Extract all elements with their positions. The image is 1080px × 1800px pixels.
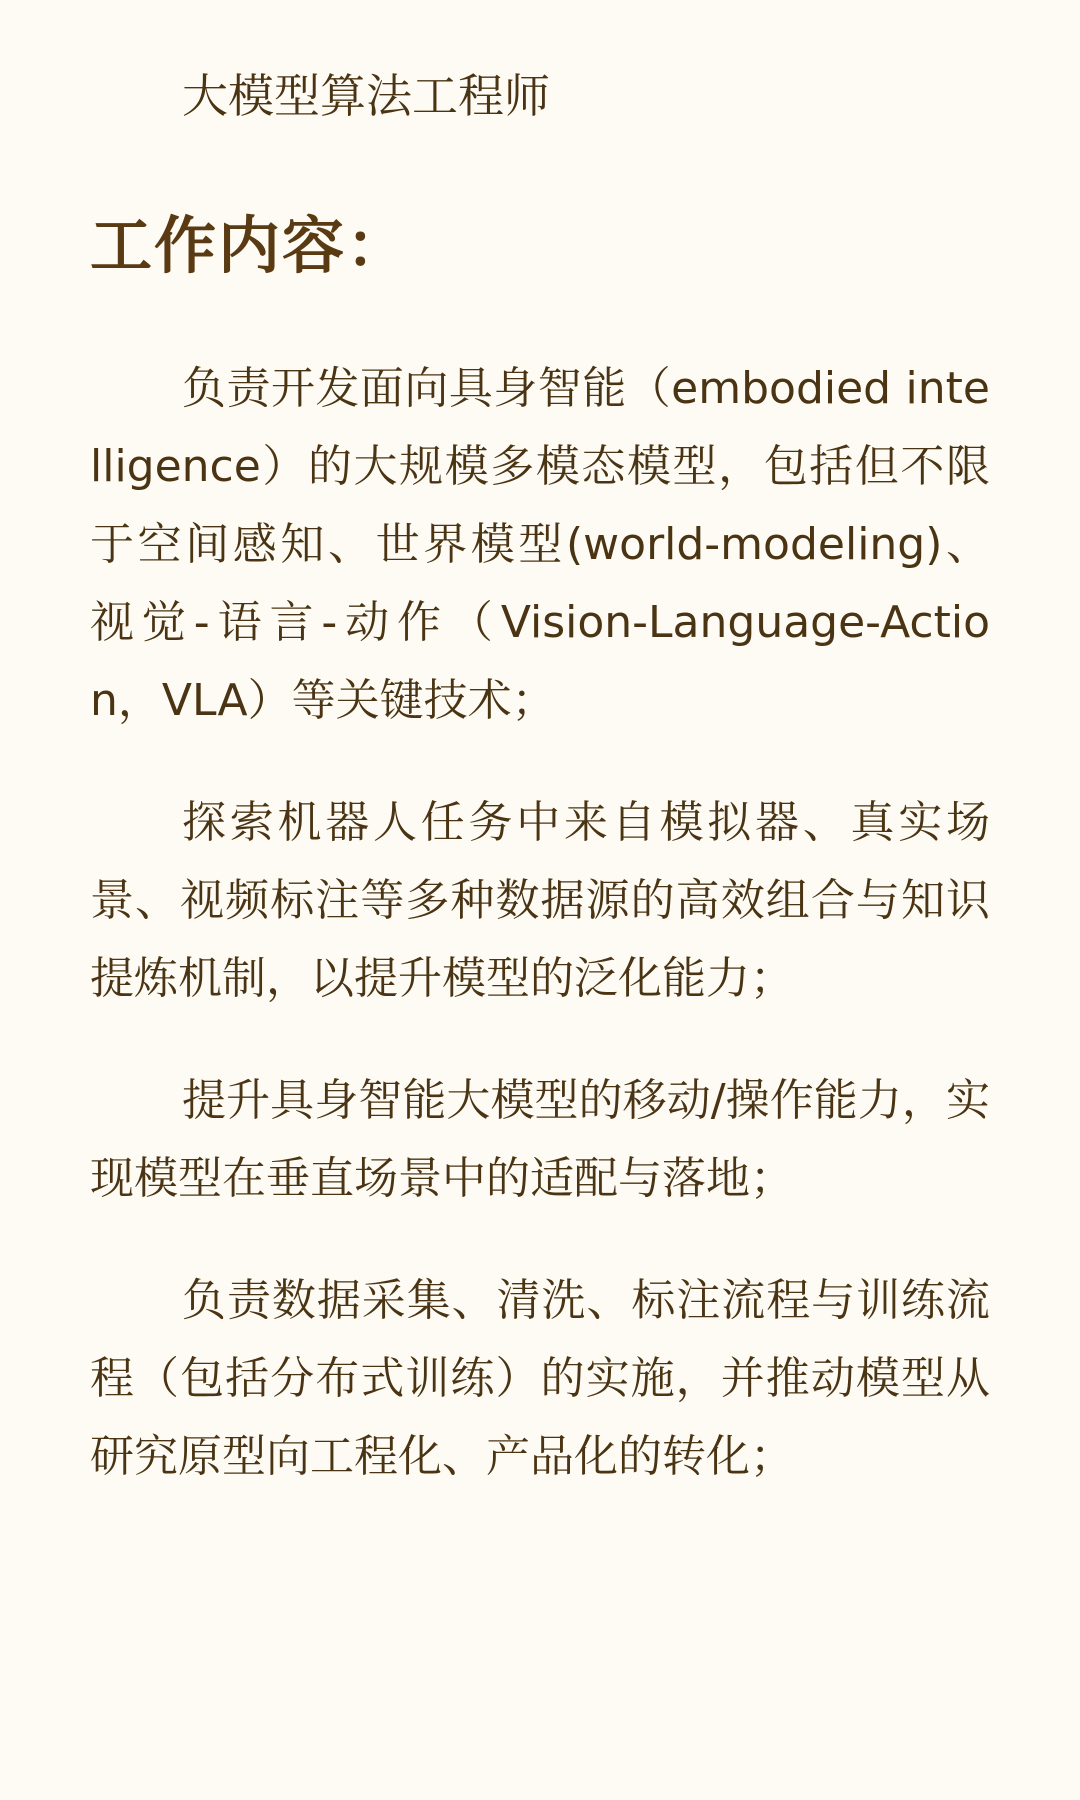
duty-item: 提升具身智能大模型的移动/操作能力，实现模型在垂直场景中的适配与落地；	[90, 1075, 990, 1204]
duty-item: 探索机器人任务中来自模拟器、真实场景、视频标注等多种数据源的高效组合与知识提炼机制，以提升模型的泛化能力；	[90, 797, 990, 1004]
section-heading: 工作内容：	[90, 209, 411, 282]
duty-item: 负责数据采集、清洗、标注流程与训练流程（包括分布式训练）的实施，并推动模型从研究原型向工程化、产品化的转化；	[90, 1275, 990, 1482]
duty-list	[90, 350, 990, 1540]
duty-item: 负责开发面向具身智能（embodied intelligence）的大规模多模态模型，包括但不限于空间感知、世界模型(world-modeling)、视觉-语言-动作（Vision-Language-Action，VLA）等关键技术；	[90, 363, 990, 726]
job-title: 大模型算法工程师	[182, 69, 550, 123]
